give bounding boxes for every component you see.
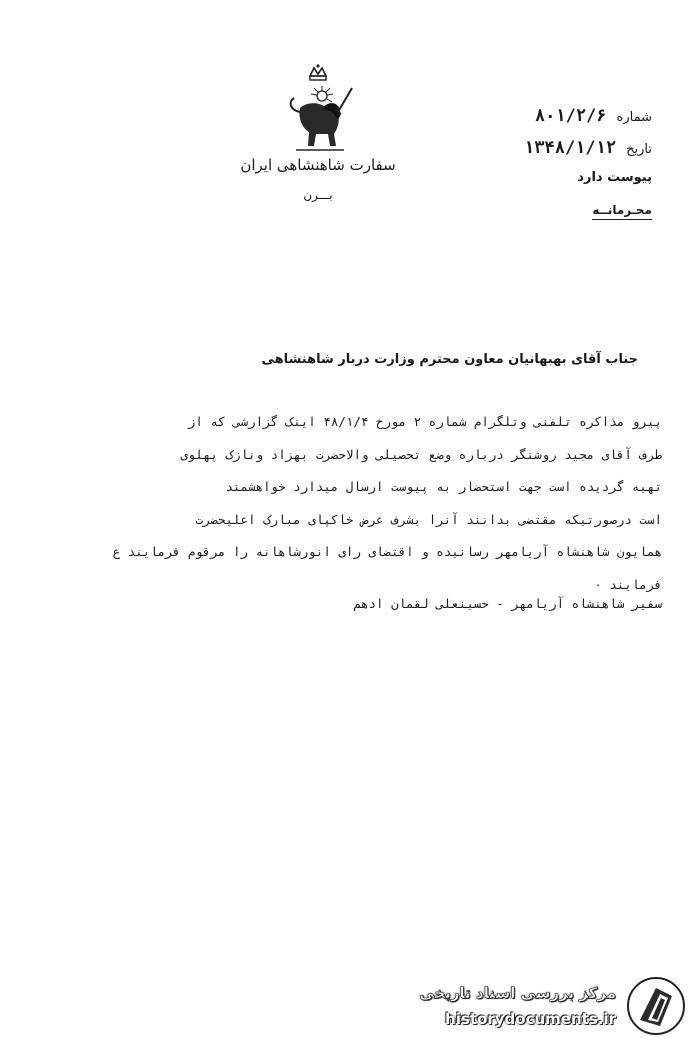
letter-date bbox=[524, 138, 652, 158]
document-center-logo-icon bbox=[626, 976, 686, 1036]
letter-date-label: تاریخ bbox=[626, 142, 652, 157]
letter-number-label: شماره bbox=[616, 110, 652, 125]
addressee-line: جناب آقای بهبهانیان معاون محترم وزارت دربار شاهنشاهی bbox=[261, 352, 638, 367]
attachment-note: پیوست دارد bbox=[577, 170, 652, 185]
body-line: فرمایند ۰ bbox=[594, 576, 662, 592]
signature-line: سفیر شاهنشاه آریامهر - حسینعلی لقمان ادهم bbox=[353, 596, 662, 611]
embassy-city: بـــرن bbox=[303, 188, 333, 202]
watermark bbox=[419, 976, 686, 1038]
watermark-url: historydocuments.ir bbox=[445, 1010, 616, 1028]
body-line: طرف آقای مجید روشنگر درباره وضع تحصیلی والاحضرت بهزاد ونازک پهلوی bbox=[180, 446, 662, 462]
watermark-title: مرکز بررسی اسناد تاریخی bbox=[419, 984, 616, 1002]
body-line: پیرو مذاکره تلفنی وتلگرام شماره ۲ مورخ ۴۸/۱/۴ اینک گزارشی که از bbox=[187, 414, 662, 429]
embassy-name: سفارت شاهنشاهی ایران bbox=[240, 156, 396, 174]
classification-stamp: محـرمانــه bbox=[592, 203, 652, 220]
body-line: است درصورتیکه مقتضی بدانند آنرا بشرف عرض خاکپای مبارک اعلیحضرت bbox=[195, 511, 662, 527]
lion-and-sun-emblem-icon bbox=[278, 62, 358, 158]
letter-number bbox=[535, 106, 652, 126]
letter-body bbox=[52, 406, 662, 601]
letter-number-value: ۸۰۱/۲/۶ bbox=[534, 106, 607, 126]
body-line: همایون شاهنشاه آریامهر رسانیده و اقتضای رای انورشاهانه را مرقوم فرمایند ع bbox=[112, 544, 662, 559]
body-line: تهیه گردیده است جهت استحضار به پیوست ارسال میدارد خواهشمند bbox=[225, 479, 662, 494]
letter-date-value: ۱۳۴۸/۱/۱۲ bbox=[524, 138, 617, 158]
